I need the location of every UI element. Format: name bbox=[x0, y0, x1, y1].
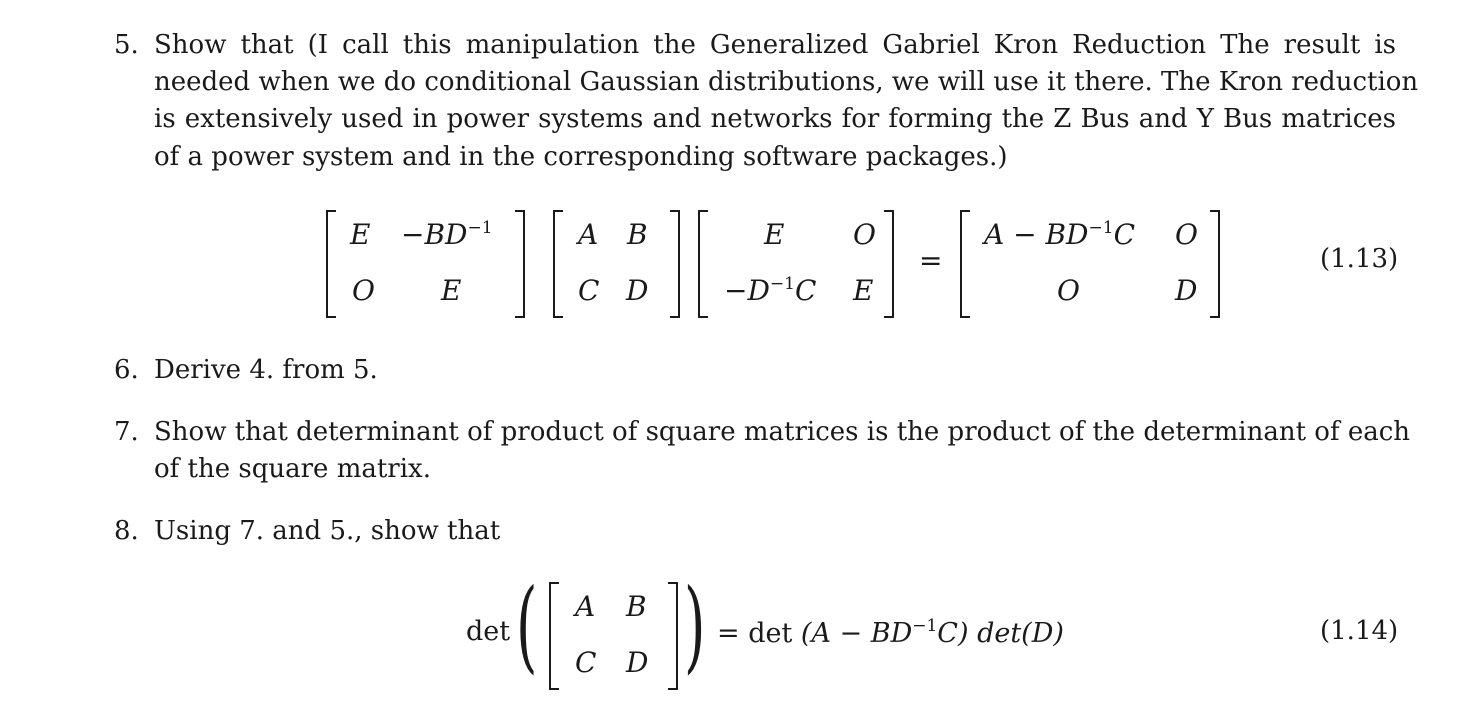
matrix-entry: C bbox=[578, 274, 600, 307]
bracket-right bbox=[668, 582, 678, 690]
matrix-entry: A bbox=[578, 218, 599, 251]
item-6-line-1: Derive 4. from 5. bbox=[154, 355, 378, 385]
matrix-entry: C bbox=[575, 646, 597, 679]
item-5-line-2: needed when we do conditional Gaussian distributions, we will use it there. The Kron reduction bbox=[154, 67, 1419, 97]
item-5-number: 5. bbox=[114, 30, 139, 60]
matrix-entry: O bbox=[1175, 218, 1198, 251]
item-7-line-2: of the square matrix. bbox=[154, 454, 431, 484]
matrix-entry: D bbox=[626, 274, 649, 307]
equals-sign: = bbox=[919, 244, 943, 277]
item-5-line-4: of a power system and in the corresponding software packages.) bbox=[154, 142, 1008, 172]
bracket-right bbox=[884, 210, 894, 318]
item-5-line-3: is extensively used in power systems and networks for forming the Z Bus and Y Bus matrices bbox=[154, 104, 1396, 134]
paren-left: ( bbox=[516, 567, 538, 684]
det-operator: det bbox=[466, 616, 511, 647]
bracket-left bbox=[326, 210, 336, 318]
matrix-entry: $-D^{-1}C$ bbox=[724, 274, 817, 307]
bracket-left bbox=[549, 582, 559, 690]
matrix-entry: O bbox=[1057, 274, 1080, 307]
bracket-right bbox=[670, 210, 680, 318]
item-5-line-1: Show that (I call this manipulation the Generalized Gabriel Kron Reduction The result is bbox=[154, 30, 1396, 60]
matrix-entry: A bbox=[575, 590, 596, 623]
equation-number: (1.13) bbox=[1320, 244, 1399, 274]
bracket-left bbox=[960, 210, 970, 318]
matrix-entry: B bbox=[626, 590, 647, 623]
item-7-number: 7. bbox=[114, 417, 139, 447]
bracket-right bbox=[515, 210, 525, 318]
matrix-entry: B bbox=[627, 218, 648, 251]
matrix-entry: O bbox=[853, 218, 876, 251]
equation-number: (1.14) bbox=[1320, 616, 1399, 646]
item-8-number: 8. bbox=[114, 516, 139, 546]
matrix-entry: O bbox=[352, 274, 375, 307]
matrix-entry: E bbox=[441, 274, 462, 307]
bracket-left bbox=[698, 210, 708, 318]
matrix-entry: D bbox=[1175, 274, 1198, 307]
item-6-number: 6. bbox=[114, 355, 139, 385]
matrix-entry: $-BD^{-1}$ bbox=[401, 218, 493, 251]
matrix-entry: E bbox=[764, 218, 785, 251]
paren-right: ) bbox=[684, 567, 706, 684]
bracket-left bbox=[553, 210, 563, 318]
item-8-line-1: Using 7. and 5., show that bbox=[154, 516, 501, 546]
bracket-right bbox=[1210, 210, 1220, 318]
matrix-entry: D bbox=[626, 646, 649, 679]
item-7-line-1: Show that determinant of product of square matrices is the product of the determinant of each bbox=[154, 417, 1411, 447]
matrix-entry: E bbox=[853, 274, 874, 307]
equation-rhs: = $\det (A - BD^{-1}C)$ det(D) bbox=[717, 616, 1064, 649]
matrix-entry: $A - BD^{-1}C$ bbox=[984, 218, 1136, 251]
matrix-entry: E bbox=[350, 218, 371, 251]
